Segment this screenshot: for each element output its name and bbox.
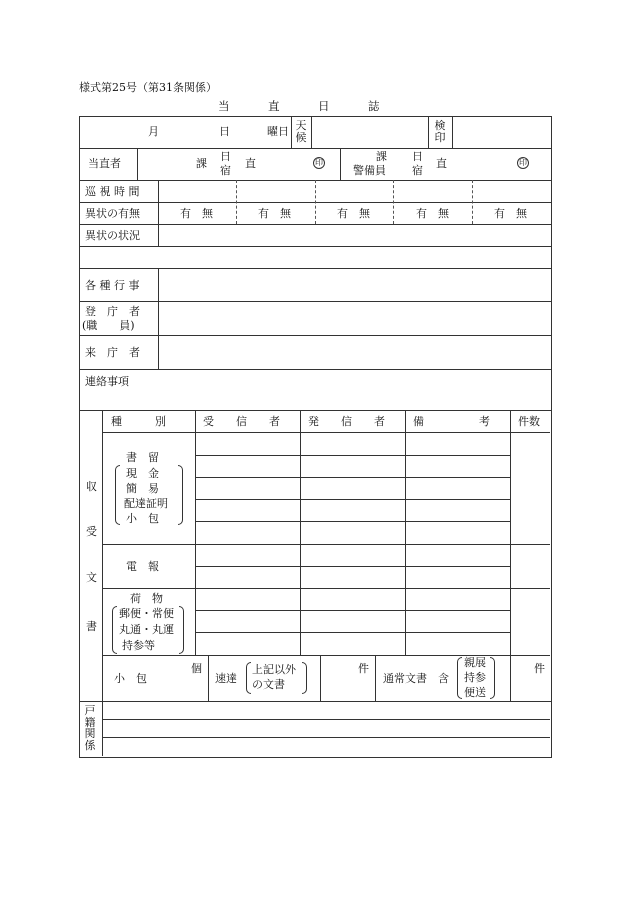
day-duty-label-2: 日 [412,150,423,163]
night-duty-label-2: 宿 [412,164,423,177]
header-type: 種 別 [111,415,166,428]
weather-label: 天 候 [295,119,307,144]
parcel-label: 小 包 [114,672,147,685]
duty-label-2: 直 [436,157,447,170]
presence-cell: 有 無 [494,207,527,220]
header-count: 件数 [518,415,540,428]
bracket-left [115,465,120,525]
express-label: 速達 [215,672,237,685]
header-remarks: 備 考 [413,415,490,428]
form-label: 様式第25号（第31条関係） [79,81,217,94]
parcel-unit: 個 [191,662,202,675]
bracket-right [490,657,495,699]
page-title: 当 直 日 誌 [218,99,381,113]
section-label: 課 [196,157,207,170]
cargo-item: 郵便・常便 [119,607,174,620]
night-duty-label: 宿 [220,164,231,177]
registered-item: 簡 易 [126,482,159,495]
registered-head: 書 留 [126,451,159,464]
duty-person-label: 当直者 [88,157,121,170]
regular-note: 便送 [464,686,486,699]
bracket-left [112,606,117,654]
mail-side-label: 文 [86,571,97,584]
family-register-label: 戸 籍 関 係 [84,704,96,752]
staff-label-line2: (職 員) [82,319,135,332]
mail-side-label: 受 [86,525,97,538]
express-note: の文書 [252,678,285,691]
regular-note: 持参 [464,671,486,684]
cargo-item: 持参等 [122,639,155,652]
visitors-label: 来 庁 者 [85,346,140,359]
bracket-right [302,662,307,694]
presence-cell: 有 無 [258,207,291,220]
regular-unit: 件 [534,662,545,675]
registered-item: 小 包 [126,512,159,525]
bracket-right [179,606,184,654]
contact-label: 連絡事項 [85,375,129,388]
header-receiver: 受 信 者 [203,415,280,428]
patrol-time-label: 巡 視 時 間 [85,185,140,198]
events-label: 各 種 行 事 [85,279,140,292]
header-sender: 発 信 者 [308,415,385,428]
mail-side-label: 収 [86,480,97,493]
anomaly-status-label: 異状の状況 [85,229,140,242]
regular-label: 通常文書 含 [383,672,449,685]
mail-side-label: 書 [86,620,97,633]
regular-note: 親展 [464,656,486,669]
presence-cell: 有 無 [180,207,213,220]
bracket-left [457,657,462,699]
day-label: 日 [219,125,230,138]
staff-label-line1: 登 庁 者 [85,305,140,318]
telegram-label: 電 報 [126,560,159,573]
weekday-label: 曜日 [267,125,289,138]
bracket-left [246,662,251,694]
presence-cell: 有 無 [416,207,449,220]
express-unit: 件 [358,662,369,675]
bracket-right [178,465,183,525]
month-label: 月 [148,125,159,138]
express-note: 上記以外 [252,663,296,676]
registered-item: 配達証明 [124,497,168,510]
seal-mark-2: 印 [519,158,527,167]
seal-mark: 印 [315,158,323,167]
cargo-head: 荷 物 [130,592,163,605]
section-label-2: 課 [376,150,387,163]
duty-label: 直 [245,157,256,170]
anomaly-presence-label: 異状の有無 [85,207,140,220]
registered-item: 現 金 [126,467,159,480]
guard-label: 警備員 [353,164,386,177]
presence-cell: 有 無 [337,207,370,220]
inspection-seal-label: 検 印 [434,119,446,144]
cargo-item: 丸通・丸運 [119,623,174,636]
day-duty-label: 日 [220,150,231,163]
